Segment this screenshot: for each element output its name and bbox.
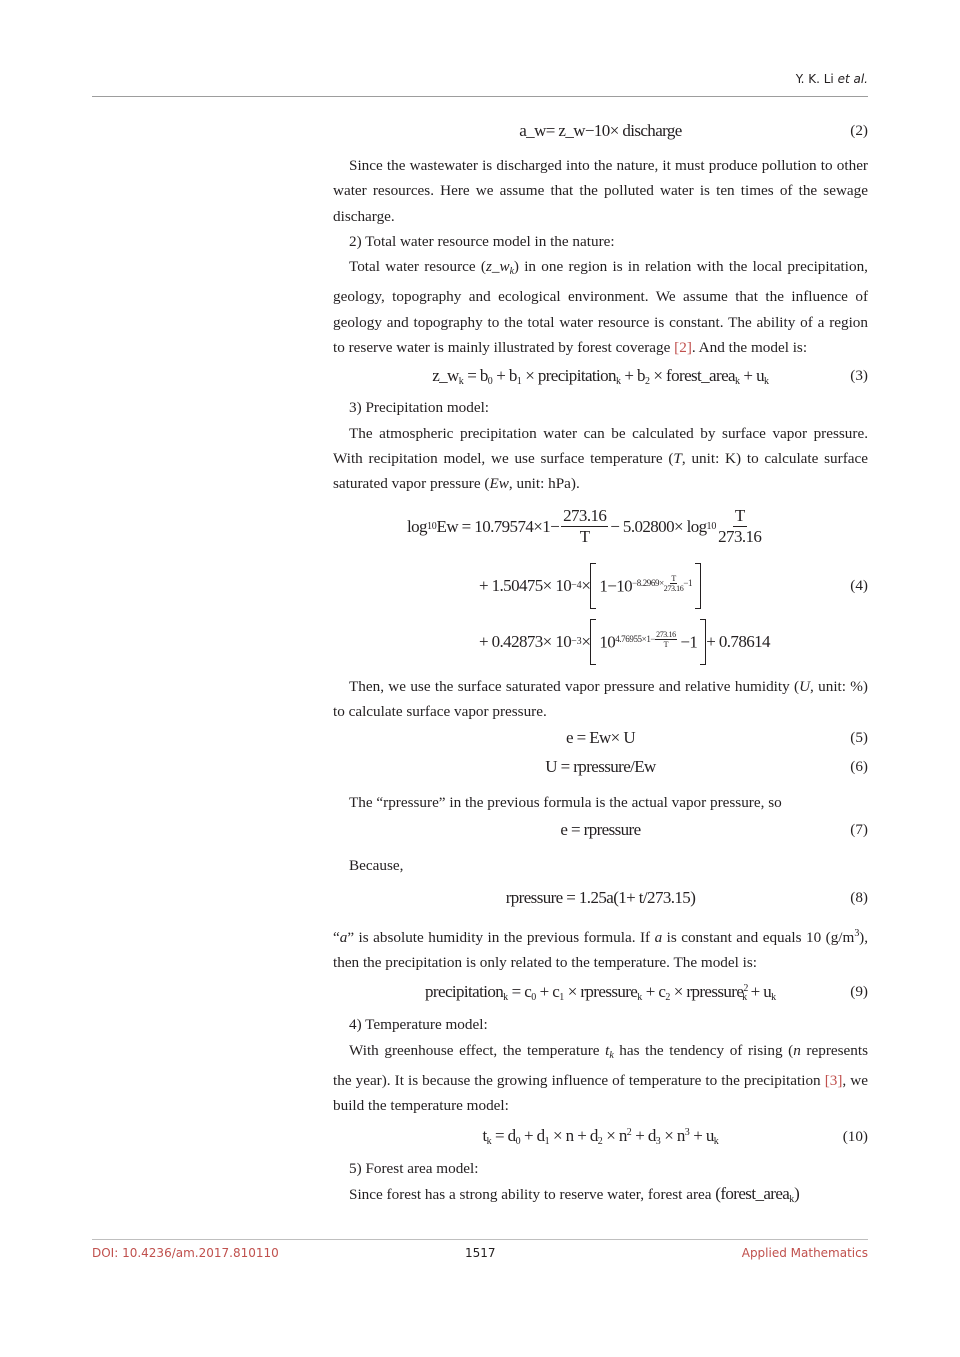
paragraph-humidity: Then, we use the surface saturated vapor pressure and relative humidity (U, unit: %) to calculate surface vapor pressure. (333, 677, 868, 720)
paragraph-precipitation: The atmospheric precipitation water can be calculated by surface vapor pressure. With recipitation model, we use surface temperature (T, unit: K) to calculate surface saturated vapor pressure (Ew, unit: hPa). (333, 424, 868, 493)
paragraph-forest: Since forest has a strong ability to reserve water, forest area (forest_area$_k$) (349, 1183, 800, 1205)
footer-divider (92, 1239, 868, 1240)
citation-3[interactable]: [3] (824, 1071, 843, 1089)
header-divider (92, 96, 868, 97)
item-3-heading: 3) Precipitation model: (349, 399, 490, 417)
item-5-heading: 5) Forest area model: (349, 1159, 479, 1177)
equation-6: U = rpressure/Ew (6) (545, 757, 868, 777)
running-header: Y. K. Li et al. (795, 72, 868, 86)
page-number: 1517 (465, 1246, 496, 1260)
paragraph-because: Because, (349, 857, 404, 875)
equation-8: rpressure = 1.25a(1+ t/273.15) (8) (505, 887, 868, 907)
paragraph-wastewater: Since the wastewater is discharged into the nature, it must produce pollution to other water resources. Here we assume that the polluted water is ten times of the sewage discharge. (333, 157, 868, 225)
footer-doi-link[interactable]: DOI: 10.4236/am.2017.810110 (92, 1246, 279, 1260)
paragraph-rpressure: The “rpressure” in the previous formula is the actual vapor pressure, so (349, 794, 782, 812)
page-body (333, 118, 868, 1212)
equation-7: e = rpressure (7) (560, 820, 868, 840)
item-2-heading: 2) Total water resource model in the nature: (349, 232, 615, 250)
paragraph-temperature: With greenhouse effect, the temperature $t_k$ has the tendency of rising (n represents the year). It is because the growing influence of temperature to the precipitation [3], we build the temperature model: (333, 1041, 868, 1115)
item-4-heading: 4) Temperature model: (349, 1016, 488, 1034)
equation-4: log 10 Ew = 10.79574×1− $\frac{273.16}{T}$ − 5.02800× log 10 $\frac{T}{273.16}$ + 1.50475× 10 −4 × $1-10^{-8.2969\times \frac{T}{273.16} -1}$ (4) + 0.42873× 10 −3 × $10^{4.76955\times 1- \frac{273.16}{T}}$ −1 + 0.78614 (333, 499, 868, 669)
equation-10: $t_k = d_0 + d_1 \times n + d_2 \times n^2 + d_3 \times n^3 + u_k$ (10) (482, 1126, 868, 1148)
equation-2: a_w= z_w−10× discharge (2) (519, 121, 868, 140)
equation-5: e = Ew× U (5) (565, 728, 868, 748)
equation-9: precipitation$_k$ = $c_0 + c_1$ × rpressure$_k$ + $c_2$ × rpressure$^2_k$ + $u_k$ (9) (425, 981, 868, 1003)
citation-2[interactable]: [2] (674, 339, 692, 357)
paragraph-absolute-humidity: “a” is absolute humidity in the previous formula. If a is constant and equals 10 $(g/m^3)$, then the precipitation is only related to the temperature. The model is: (333, 927, 868, 972)
paragraph-total-water: Total water resource $(z\_w_k)$ in one region is in relation with the local precipitation, geology, topography and ecological environment. We assume that the influence of geology and topography to the total water resource is constant. The ability of a region to reserve water is mainly illustrated by forest coverage [2]. And the model is: (333, 258, 868, 357)
equation-3: $z\_w_k = b_0 + b_1$ × precipitation$_k$ + $b_2$ × forest_area$_k$ + $u_k$ (3) (432, 365, 868, 387)
footer-journal-name: Applied Mathematics (741, 1246, 868, 1260)
